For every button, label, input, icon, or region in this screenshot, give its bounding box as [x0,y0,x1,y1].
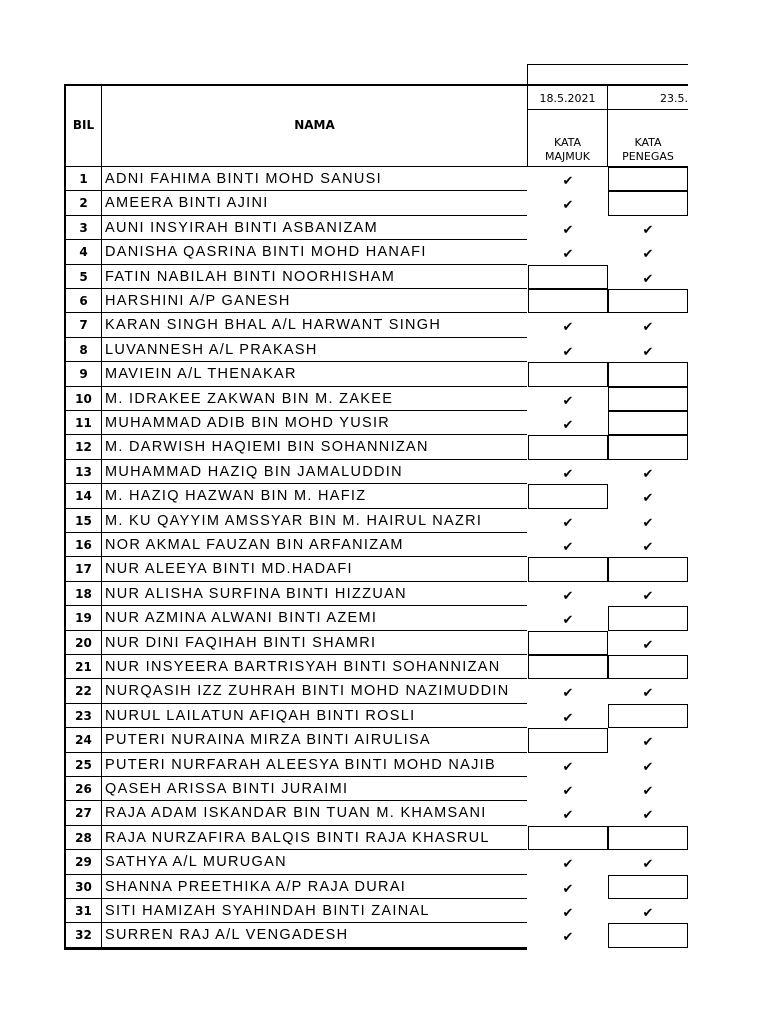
column-1-check-mark: ✔ [562,881,574,897]
column-1-empty-cell [528,826,608,850]
top-right-header-line [527,64,688,65]
nama-header: NAMA [294,118,335,132]
column-1-check-mark: ✔ [562,857,574,873]
student-name: MUHAMMAD HAZIQ BIN JAMALUDDIN [105,463,403,480]
column-2-label [608,136,688,164]
row-number: 8 [79,342,88,357]
row-number: 20 [75,635,92,650]
column-1-check-mark: ✔ [562,222,574,238]
row-number: 2 [79,196,88,211]
student-name: SURREN RAJ A/L VENGADESH [105,927,349,944]
column-1-check-mark: ✔ [562,759,574,775]
row-number: 32 [75,928,92,943]
row-number: 31 [75,904,92,918]
student-name: PUTERI NURFARAH ALEESYA BINTI MOHD NAJIB [105,756,496,773]
column-2-check-mark: ✔ [642,735,654,751]
row-number: 9 [79,367,88,382]
student-name: M. IDRAKEE ZAKWAN BIN M. ZAKEE [105,390,394,407]
row-number: 12 [75,440,92,455]
student-name: M. HAZIQ HAZWAN BIN M. HAFIZ [105,488,367,505]
student-name: NURUL LAILATUN AFIQAH BINTI ROSLI [105,707,416,724]
column-2-empty-cell [608,411,688,435]
row-number: 19 [75,611,92,626]
row-number: 17 [75,562,92,577]
column-2-check-mark: ✔ [642,637,654,653]
column-2-check-mark: ✔ [642,344,654,360]
column-2-check-mark: ✔ [642,906,654,921]
student-name: NUR ALEEYA BINTI MD.HADAFI [105,561,353,578]
top-right-left-line [527,64,528,85]
column-1-check-mark: ✔ [562,393,574,409]
column-2-empty-cell [608,387,688,411]
row-number: 29 [75,855,92,870]
row-number: 15 [75,513,92,528]
row-number: 16 [75,538,92,552]
column-1-check-mark: ✔ [562,808,574,824]
column-1-empty-cell [528,631,608,655]
column-2-label-line2: PENEGAS [622,150,674,163]
column-1-check-mark: ✔ [562,198,574,214]
row-number: 18 [75,586,92,601]
column-1-check-mark: ✔ [562,344,574,360]
column-1-date: 18.5.2021 [539,92,596,105]
column-1-check-mark: ✔ [562,588,574,604]
row-number: 24 [75,733,92,748]
row-number-divider [66,947,101,948]
column-1-check-mark: ✔ [562,174,574,189]
student-name: NOR AKMAL FAUZAN BIN ARFANIZAM [105,537,404,553]
column-1-check-mark: ✔ [562,466,574,482]
column-2-check-mark: ✔ [642,320,654,336]
student-name: MAVIEIN A/L THENAKAR [105,366,297,383]
column-1-check-mark: ✔ [562,418,574,433]
student-name: QASEH ARISSA BINTI JURAIMI [105,781,349,797]
student-name: MUHAMMAD ADIB BIN MOHD YUSIR [105,415,391,431]
student-name: KARAN SINGH BHAL A/L HARWANT SINGH [105,317,442,334]
column-2-check-mark: ✔ [642,588,654,604]
column-2-check-mark: ✔ [642,515,654,531]
column-1-empty-cell [528,655,608,679]
column-2-empty-cell [608,704,688,728]
column-2-date: 23.5. [660,92,688,105]
student-name: NUR DINI FAQIHAH BINTI SHAMRI [105,634,377,651]
student-name: M. KU QAYYIM AMSSYAR BIN M. HAIRUL NAZRI [105,512,483,529]
column-2-empty-cell [608,606,688,630]
student-name: M. DARWISH HAQIEMI BIN SOHANNIZAN [105,439,429,456]
column-1-empty-cell [528,728,608,752]
student-name: AMEERA BINTI AJINI [105,195,269,212]
student-name: SITI HAMIZAH SYAHINDAH BINTI ZAINAL [105,903,430,919]
column-1-empty-cell [528,484,608,508]
column-2-empty-cell [608,435,688,459]
column-1-check-mark: ✔ [562,784,574,799]
student-name: HARSHINI A/P GANESH [105,293,291,309]
column-2-check-mark: ✔ [642,784,654,799]
student-name: NURQASIH IZZ ZUHRAH BINTI MOHD NAZIMUDDIN [105,683,510,700]
column-2-label-line1: KATA [634,136,662,149]
column-2-empty-cell [608,289,688,313]
student-name: NUR INSYEERA BARTRISYAH BINTI SOHANNIZAN [105,659,501,675]
column-2-check-mark: ✔ [642,491,654,507]
row-divider [102,947,527,948]
column-1-label [528,136,607,164]
column-1-check-mark: ✔ [562,540,574,555]
student-name: LUVANNESH A/L PRAKASH [105,341,318,358]
column-2-empty-cell [608,826,688,850]
row-number: 5 [79,269,88,284]
student-name: SHANNA PREETHIKA A/P RAJA DURAI [105,878,407,895]
column-1-label-line2: MAJMUK [544,150,590,163]
column-2-check-mark: ✔ [642,271,654,287]
column-2-check-mark: ✔ [642,222,654,238]
row-number: 25 [75,757,92,772]
row-number: 11 [75,416,92,430]
row-number: 3 [79,220,88,235]
row-number: 21 [75,660,92,674]
column-1-check-mark: ✔ [562,320,574,336]
column-2-check-mark: ✔ [642,808,654,824]
table-bottom-border [64,948,527,950]
student-name: AUNI INSYIRAH BINTI ASBANIZAM [105,219,378,236]
row-number: 30 [75,879,92,894]
column-2-check-mark: ✔ [642,686,654,702]
student-name: SATHYA A/L MURUGAN [105,854,287,871]
row-number: 10 [75,391,92,406]
column-1-check-mark: ✔ [562,710,574,726]
column-1-check-mark: ✔ [562,613,574,629]
column-1-empty-cell [528,557,608,581]
student-name: PUTERI NURAINA MIRZA BINTI AIRULISA [105,732,431,749]
column-1-empty-cell [528,362,608,386]
column-2-check-mark: ✔ [642,540,654,555]
table-top-border [64,84,688,86]
row-number: 7 [79,318,88,333]
column-1-check-mark: ✔ [562,930,574,946]
row-number: 28 [75,830,92,845]
column-1-empty-cell [528,265,608,289]
column-1-check-mark: ✔ [562,515,574,531]
row-number: 23 [75,708,92,723]
student-name: ADNI FAHIMA BINTI MOHD SANUSI [105,171,382,187]
row-number: 13 [75,464,92,479]
column-2-empty-cell [608,557,688,581]
column-1-empty-cell [528,435,608,459]
student-name: DANISHA QASRINA BINTI MOHD HANAFI [105,244,427,261]
column-2-check-mark: ✔ [642,759,654,775]
column-2-check-mark: ✔ [642,247,654,263]
student-name: RAJA ADAM ISKANDAR BIN TUAN M. KHAMSANI [105,805,487,822]
column-1-check-mark: ✔ [562,247,574,263]
column-2-empty-cell [608,655,688,679]
column-2-check-mark: ✔ [642,857,654,873]
row-number: 27 [75,806,92,821]
column-2-empty-cell [608,191,688,215]
column-1-empty-cell [528,289,608,313]
column-2-empty-cell [608,875,688,899]
row-number: 4 [79,245,88,260]
column-1-check-mark: ✔ [562,686,574,702]
row-number: 22 [75,684,92,699]
student-name: NUR ALISHA SURFINA BINTI HIZZUAN [105,585,407,602]
bil-header: BIL [72,118,95,132]
row-number: 14 [75,489,92,504]
column-2-empty-cell [608,362,688,386]
column-2-check-mark: ✔ [642,466,654,482]
column-1-check-mark: ✔ [562,906,574,921]
row-number: 6 [79,294,88,308]
row-number: 26 [75,782,92,796]
student-name: NUR AZMINA ALWANI BINTI AZEMI [105,610,378,627]
student-name: FATIN NABILAH BINTI NOORHISHAM [105,268,396,285]
column-2-empty-cell [608,923,688,947]
column-1-label-line1: KATA [553,136,582,149]
column-2-empty-cell [608,167,688,191]
row-number: 1 [79,172,88,186]
student-name: RAJA NURZAFIRA BALQIS BINTI RAJA KHASRUL [105,829,490,846]
